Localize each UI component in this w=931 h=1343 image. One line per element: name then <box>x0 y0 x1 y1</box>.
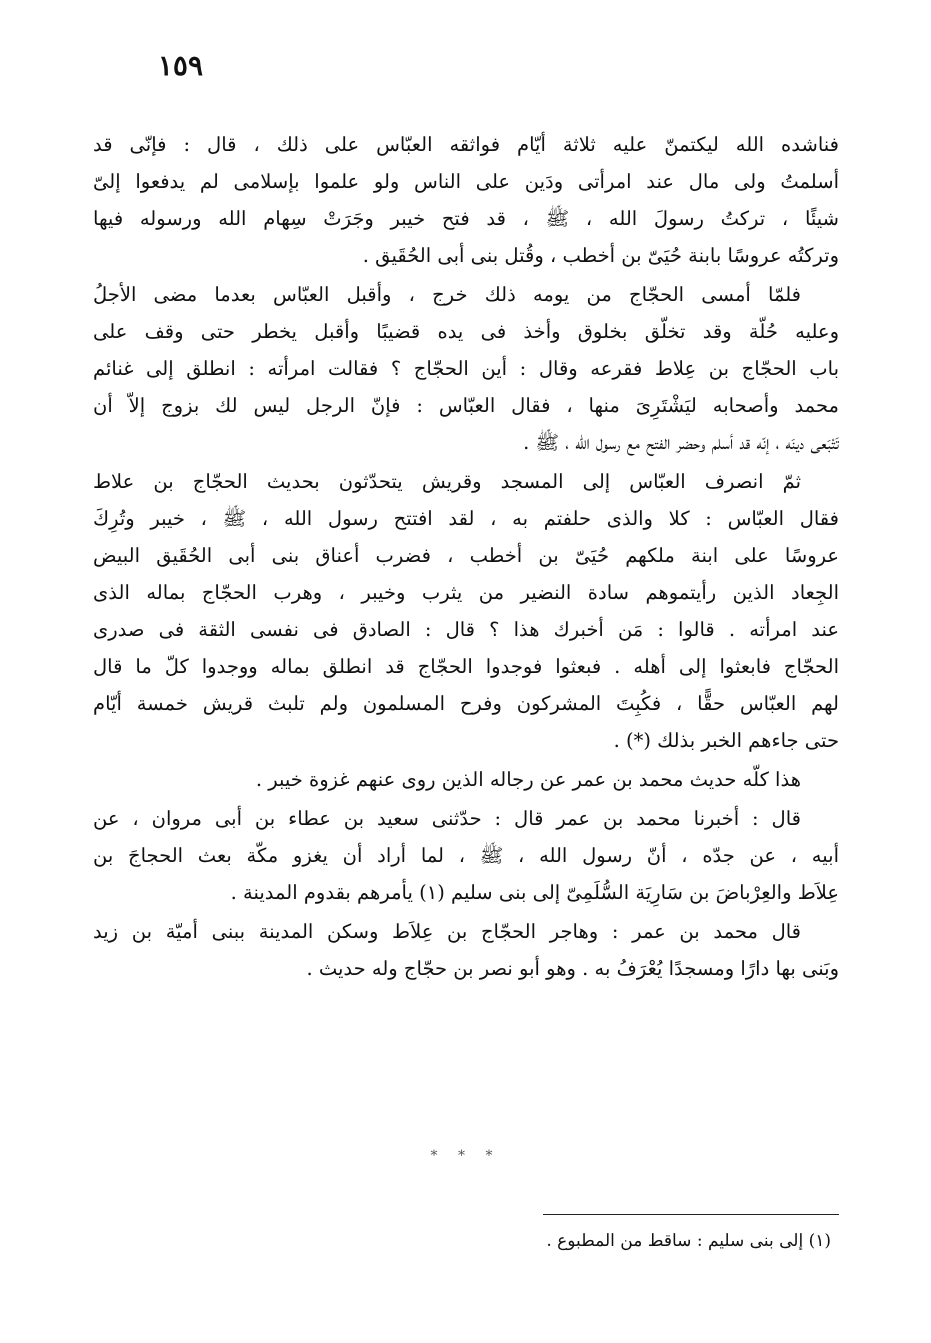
text-line: قال : أخبرنا محمد بن عمر قال : حدّثنى سعيد بن عطاء بن أبى مروان ، عن <box>93 807 801 830</box>
text-line: فلمّا أمسى الحجّاج من يومه ذلك خرج ، وأقبل العبّاس بعدما مضى الأجلُ <box>93 283 801 306</box>
paragraph <box>93 276 839 461</box>
text-line: حتى جاءهم الخبر بذلك (*) . <box>613 729 839 752</box>
text-line: عند امرأته . قالوا : مَن أخبرك هذا ؟ قال : الصادق فى نفسى الثقة فى صدرى <box>93 618 839 641</box>
text-line: وبَنى بها دارًا ومسجدًا يُعْرَفُ به . وهو أبو نصر بن حجّاج وله حديث . <box>306 957 839 980</box>
text-line: الحجّاج فابعثوا إلى أهله . فبعثوا فوجدوا الحجّاج قد انطلق بماله ووجدوا كلّ ما قال <box>93 655 839 678</box>
text-line: فقال العبّاس : كلا والذى حلفتم به ، لقد افتتح رسول الله ، ﷺ ، خيبر وتُرِكَ <box>93 507 839 530</box>
text-line: وتركتُه عروسًا بابنة حُيَىّ بن أخطب ، وقُتل بنى أبى الحُقَيق . <box>362 244 839 267</box>
text-line: عِلاَط والعِرْباضَ بن سَارِيَة السُّلَمِىّ إلى بنى سليم (١) يأمرهم بقدوم المدينة . <box>230 881 839 904</box>
text-line: عروسًا على ابنة ملكهم حُيَىّ بن أخطب ، فضرب أعناق بنى أبى الحُقَيق البيض <box>93 544 839 567</box>
footnote-divider <box>543 1214 839 1215</box>
text-line: لهم العبّاس حقًّا ، فكُبِتَ المشركون وفرح المسلمون ولم تلبث قريش خمسة أيّام <box>93 692 839 715</box>
paragraph <box>93 913 839 987</box>
text-line: ثمّ انصرف العبّاس إلى المسجد وقريش يتحدّثون بحديث الحجّاج بن علاط <box>93 470 801 493</box>
paragraph <box>93 463 839 759</box>
section-separator: * * * <box>430 1148 501 1164</box>
text-line: شيئًا ، تركتُ رسولَ الله ، ﷺ ، قد فتح خيبر وجَرَتْ سِهام الله ورسوله فيها <box>93 207 839 230</box>
paragraph <box>93 761 839 798</box>
text-line: قال محمد بن عمر : وهاجر الحجّاج بن عِلاَط وسكن المدينة ببنى أميّة بن زيد <box>93 920 801 943</box>
text-line: هذا كلّه حديث محمد بن عمر عن رجاله الذين روى عنهم غزوة خيبر . <box>255 768 801 791</box>
text-line: أبيه ، عن جدّه ، أنّ رسول الله ، ﷺ ، لما أراد أن يغزو مكّة بعث الحجاجَ بن <box>93 844 839 867</box>
text-line: محمد وأصحابه ليَشْتَرِىَ منها ، فقال العبّاس : فإنّ الرجل ليس لك بزوج إلاّ أن <box>93 394 839 417</box>
text-line: فناشده الله ليكتمنّ عليه ثلاثة أيّام فواثقه العبّاس على ذلك ، قال : فإنّى قد <box>93 133 839 156</box>
text-line: باب الحجّاج بن عِلاط فقرعه وقال : أين الحجّاج ؟ فقالت امرأته : انطلق إلى غنائم <box>93 357 839 380</box>
paragraph <box>93 126 839 274</box>
text-line: تَتْبَعى دينَه ، إنّه قد أسلم وحضر الفتح مع رسول الله ، ﷺ . <box>523 431 839 454</box>
text-line: الجِعاد الذين رأيتموهم سادة النضير من يثرب وخيبر ، وهرب الحجّاج بماله الذى <box>93 581 839 604</box>
footnote: (١) إلى بنى سليم : ساقط من المطبوع . <box>546 1231 831 1251</box>
main-text-body <box>93 126 839 989</box>
text-line: أسلمتُ ولى مال عند امرأتى ودَين على الناس ولو علموا بإسلامى لم يدفعوا إلىّ <box>93 170 839 193</box>
page-number: ١٥٩ <box>157 49 203 82</box>
text-line: وعليه حُلّة وقد تخلّق بخلوق وأخذ فى يده قضيبًا وأقبل يخطر حتى وقف على <box>93 320 839 343</box>
paragraph <box>93 800 839 911</box>
